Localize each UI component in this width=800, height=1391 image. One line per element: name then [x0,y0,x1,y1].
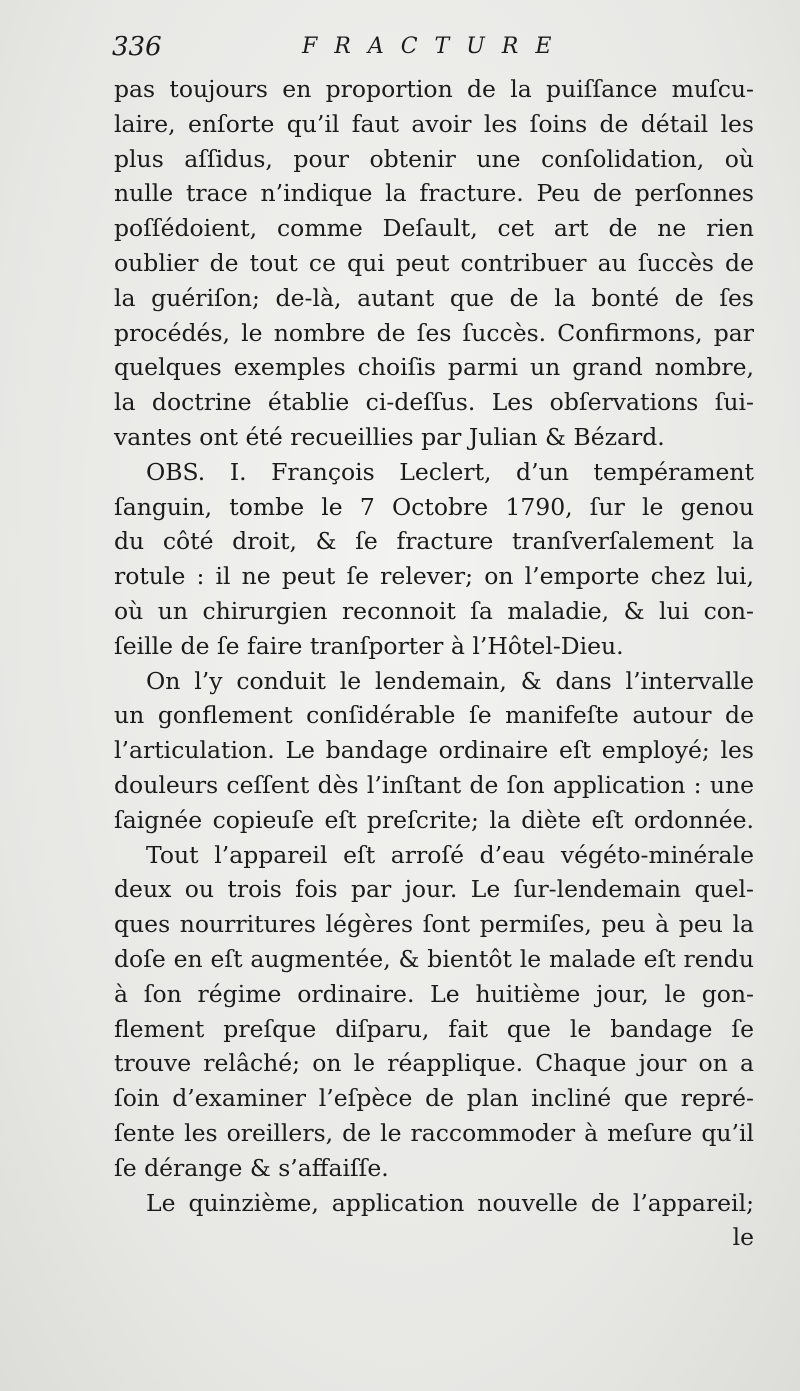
text-line: plus aſſidus, pour obtenir une conſolidation, où [114,144,754,173]
text-line: flement preſque diſparu, fait que le bandage ſe [114,1014,754,1043]
text-line: pas toujours en proportion de la puiſſance muſcu- [114,75,754,103]
text-line: poſſédoient, comme Deſault, cet art de ne rien [114,214,754,243]
text-line: laire, enſorte qu’il faut avoir les ſoins de détail les [114,109,754,138]
text-line: nulle trace n’indique la fracture. Peu de perſonnes [114,179,754,208]
text-line: ſente les oreillers, de le raccommoder à meſure qu’il [114,1118,754,1147]
text-line: la doctrine établie ci-deſſus. Les obſervations ſui- [114,388,754,417]
text-line: ſoin d’examiner l’eſpèce de plan incliné que repré- [114,1084,754,1113]
text-line: rotule : il ne peut ſe relever; on l’emporte chez lui, [114,562,754,591]
text-line: ſeille de ſe faire tranſporter à l’Hôtel-Dieu. [114,631,624,660]
body-text [114,72,754,1255]
text-line: vantes ont été recueillies par Julian & Bézard. [114,422,665,451]
text-line: OBS. I. François Leclert, d’un tempérament [146,457,754,486]
text-line: ſaignée copieuſe eſt preſcrite; la diète eſt ordonnée. [114,805,754,834]
text-line: ques nourritures légères ſont permiſes, peu à peu la [114,910,754,939]
text-line: trouve relâché; on le réapplique. Chaque jour on a [114,1049,754,1078]
text-line: procédés, le nombre de ſes ſuccès. Confirmons, par [114,318,754,347]
text-line: ſe dérange & s’affaiſſe. [114,1153,389,1182]
running-title: FRACTURE [302,34,569,59]
text-line: deux ou trois fois par jour. Le ſur-lendemain quel- [114,875,754,904]
text-line: l’articulation. Le bandage ordinaire eſt employé; les [114,736,754,765]
text-line: Tout l’appareil eſt arroſé d’eau végéto-minérale [146,840,754,869]
text-line: la guériſon; de-là, autant que de la bonté de ſes [114,283,754,312]
text-line: un gonflement conſidérable ſe manifeſte autour de [114,701,754,730]
text-line: ſanguin, tombe le 7 Octobre 1790, ſur le genou [114,492,754,521]
text-line: On l’y conduit le lendemain, & dans l’intervalle [146,666,754,695]
text-line: à ſon régime ordinaire. Le huitième jour, le gon- [114,979,754,1008]
text-line: du côté droit, & ſe fracture tranſverſalement la [114,527,754,556]
text-line: quelques exemples choiſis parmi un grand nombre, [114,353,754,382]
text-line: oublier de tout ce qui peut contribuer au ſuccès de [114,248,754,277]
page-number: 336 [112,32,162,62]
text-line: où un chirurgien reconnoit ſa maladie, & lui con- [114,596,754,625]
catchword: le [732,1223,754,1252]
text-line: douleurs ceſſent dès l’inſtant de ſon application : une [114,770,754,799]
page-header [112,30,752,66]
text-line: Le quinzième, application nouvelle de l’appareil; [146,1188,754,1217]
text-line: doſe en eſt augmentée, & bientôt le malade eſt rendu [114,944,754,973]
